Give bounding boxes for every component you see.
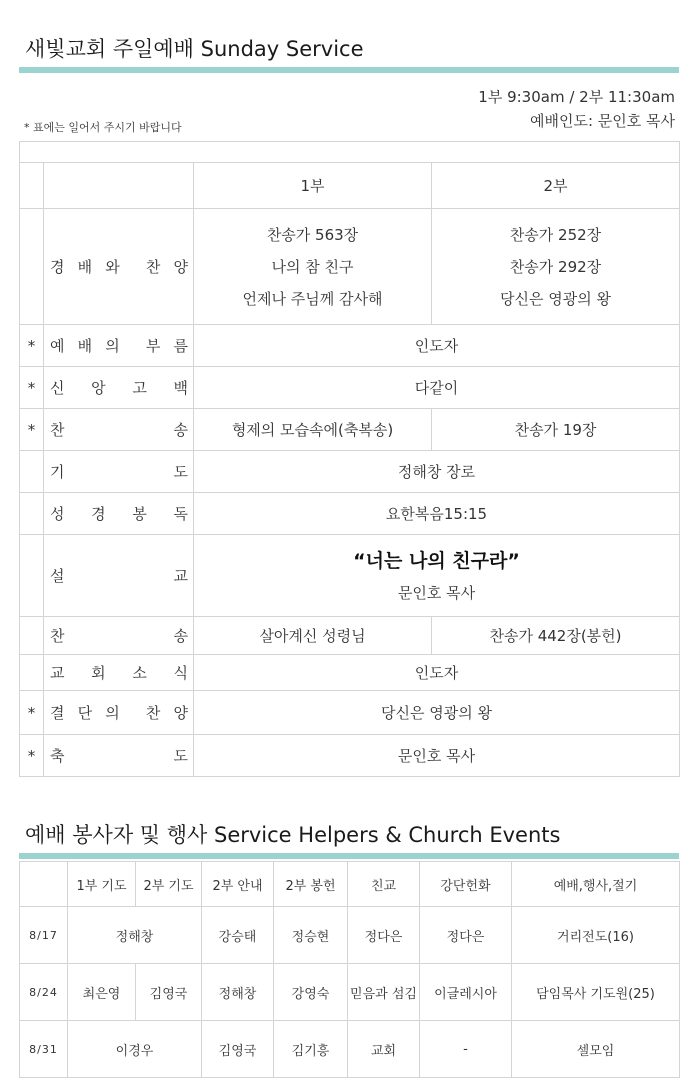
merged-cell: 인도자	[194, 655, 680, 691]
label-char: 소	[132, 664, 147, 682]
table-row	[20, 367, 680, 409]
merged-cell: 인도자	[194, 325, 680, 367]
order-label	[44, 493, 194, 535]
prayer-cell: 정해창	[68, 907, 202, 964]
table-row	[20, 735, 680, 777]
flowers-cell: 이글레시아	[420, 964, 512, 1021]
label-char: 결	[50, 704, 65, 722]
header-cell: 2부 기도	[136, 862, 202, 907]
table-row	[20, 451, 680, 493]
order-label	[44, 535, 194, 617]
label-char: 양	[173, 258, 188, 276]
standing-marker: *	[20, 325, 44, 367]
label-char: 설	[50, 567, 65, 585]
table-row	[20, 493, 680, 535]
helpers-title: 예배 봉사자 및 행사 Service Helpers & Church Events	[25, 823, 561, 847]
hymn-line: 찬송가 252장	[509, 225, 602, 244]
standing-marker: *	[20, 367, 44, 409]
fellowship-cell: 교회	[348, 1021, 420, 1078]
order-of-worship-table	[19, 141, 680, 777]
fellowship-cell: 정다은	[348, 907, 420, 964]
label-char: 의	[105, 704, 120, 722]
table-row	[20, 325, 680, 367]
label-char: 도	[173, 463, 188, 481]
sermon-title: “너는 나의 친구라”	[353, 549, 520, 572]
flowers-cell: -	[420, 1021, 512, 1078]
order-label	[44, 735, 194, 777]
standing-marker	[20, 451, 44, 493]
order-label	[44, 617, 194, 655]
label-char: 독	[173, 505, 188, 523]
label-char: 고	[132, 379, 147, 397]
table-row	[20, 964, 680, 1021]
standing-marker	[20, 617, 44, 655]
label-char: 축	[50, 747, 65, 765]
helpers-underline	[19, 853, 679, 859]
table-row	[20, 409, 680, 451]
label-char: 송	[173, 421, 188, 439]
table-row	[20, 907, 680, 964]
label-char: 배	[77, 258, 93, 276]
prayer1-cell: 최은영	[68, 964, 136, 1021]
standing-marker: *	[20, 735, 44, 777]
hymn-line: 나의 참 친구	[271, 257, 354, 276]
label-char: 와	[105, 258, 120, 276]
label-char: 신	[50, 379, 65, 397]
service-times: 1부 9:30am / 2부 11:30am	[478, 88, 675, 106]
col-second-service: 2부	[432, 163, 680, 209]
header-cell: 친교	[348, 862, 420, 907]
helpers-header-row	[20, 862, 680, 907]
header-cell: 예배,행사,절기	[512, 862, 680, 907]
table-row	[20, 1021, 680, 1078]
label-char: 배	[77, 337, 93, 355]
label-char: 예	[50, 337, 65, 355]
order-label	[44, 451, 194, 493]
helpers-table	[19, 861, 680, 1078]
label-char: 름	[173, 337, 188, 355]
label-char: 기	[50, 463, 65, 481]
label-char: 식	[173, 664, 188, 682]
usher-cell: 정해창	[202, 964, 274, 1021]
order-label	[44, 367, 194, 409]
label-char: 성	[50, 505, 65, 523]
label-char: 경	[91, 505, 106, 523]
table-row	[20, 535, 680, 617]
col-first-service: 1부	[194, 163, 432, 209]
prayer2-cell: 김영국	[136, 964, 202, 1021]
order-label	[44, 325, 194, 367]
merged-cell: 다같이	[194, 367, 680, 409]
label-char: 찬	[145, 258, 161, 276]
event-cell: 담임목사 기도원(25)	[512, 964, 680, 1021]
label-char: 경	[50, 258, 65, 276]
offering-cell: 김기흥	[274, 1021, 348, 1078]
standing-marker	[20, 655, 44, 691]
label-char: 찬	[145, 704, 161, 722]
first-service-cell: 살아계신 성령님	[194, 617, 432, 655]
label-char: 도	[173, 747, 188, 765]
label-char: 백	[173, 379, 188, 397]
header-cell: 1부 기도	[68, 862, 136, 907]
prayer-cell: 이경우	[68, 1021, 202, 1078]
label-char: 양	[173, 704, 188, 722]
date-cell: 8/17	[20, 907, 68, 964]
table-row	[20, 209, 680, 325]
label-char: 교	[173, 567, 188, 585]
offering-cell: 정승현	[274, 907, 348, 964]
usher-cell: 김영국	[202, 1021, 274, 1078]
first-service-cell: 형제의 모습속에(축복송)	[194, 409, 432, 451]
header-cell: 2부 봉헌	[274, 862, 348, 907]
standing-marker	[20, 535, 44, 617]
table-header-row	[20, 163, 680, 209]
date-cell: 8/24	[20, 964, 68, 1021]
title-underline	[19, 67, 679, 73]
merged-cell: 요한복음15:15	[194, 493, 680, 535]
event-cell: 거리전도(16)	[512, 907, 680, 964]
sermon-preacher: 문인호 목사	[397, 583, 476, 602]
page-title: 새빛교회 주일예배 Sunday Service	[25, 37, 364, 61]
label-char: 송	[173, 627, 188, 645]
order-label	[44, 409, 194, 451]
sermon-cell	[194, 535, 680, 617]
label-char: 앙	[91, 379, 106, 397]
offering-cell: 강영숙	[274, 964, 348, 1021]
fellowship-cell: 믿음과 섬김	[348, 964, 420, 1021]
order-label	[44, 691, 194, 735]
date-cell: 8/31	[20, 1021, 68, 1078]
label-char: 의	[105, 337, 120, 355]
label-char: 회	[91, 664, 106, 682]
merged-cell: 당신은 영광의 왕	[194, 691, 680, 735]
merged-cell: 정해창 장로	[194, 451, 680, 493]
service-info	[478, 85, 675, 133]
table-row	[20, 655, 680, 691]
merged-cell: 문인호 목사	[194, 735, 680, 777]
standing-marker	[20, 493, 44, 535]
label-char: 봉	[132, 505, 147, 523]
usher-cell: 강승태	[202, 907, 274, 964]
event-cell: 셀모임	[512, 1021, 680, 1078]
label-char: 찬	[50, 421, 65, 439]
table-spacer-row	[20, 142, 680, 163]
flowers-cell: 정다은	[420, 907, 512, 964]
table-row	[20, 617, 680, 655]
hymn-line: 찬송가 563장	[266, 225, 359, 244]
label-char: 교	[50, 664, 65, 682]
second-service-cell	[432, 209, 680, 325]
order-label	[44, 655, 194, 691]
second-service-cell: 찬송가 442장(봉헌)	[432, 617, 680, 655]
second-service-cell: 찬송가 19장	[432, 409, 680, 451]
header-cell: 강단헌화	[420, 862, 512, 907]
order-label	[44, 209, 194, 325]
standing-marker: *	[20, 409, 44, 451]
label-char: 찬	[50, 627, 65, 645]
standing-marker	[20, 209, 44, 325]
worship-leader: 예배인도: 문인호 목사	[529, 112, 675, 130]
first-service-cell	[194, 209, 432, 325]
hymn-line: 언제나 주님께 감사해	[242, 289, 383, 308]
hymn-line: 당신은 영광의 왕	[500, 289, 611, 308]
label-char: 단	[77, 704, 93, 722]
hymn-line: 찬송가 292장	[509, 257, 602, 276]
table-row	[20, 691, 680, 735]
standing-note: * 표에는 일어서 주시기 바랍니다	[24, 121, 182, 134]
header-cell: 2부 안내	[202, 862, 274, 907]
standing-marker: *	[20, 691, 44, 735]
label-char: 부	[145, 337, 161, 355]
